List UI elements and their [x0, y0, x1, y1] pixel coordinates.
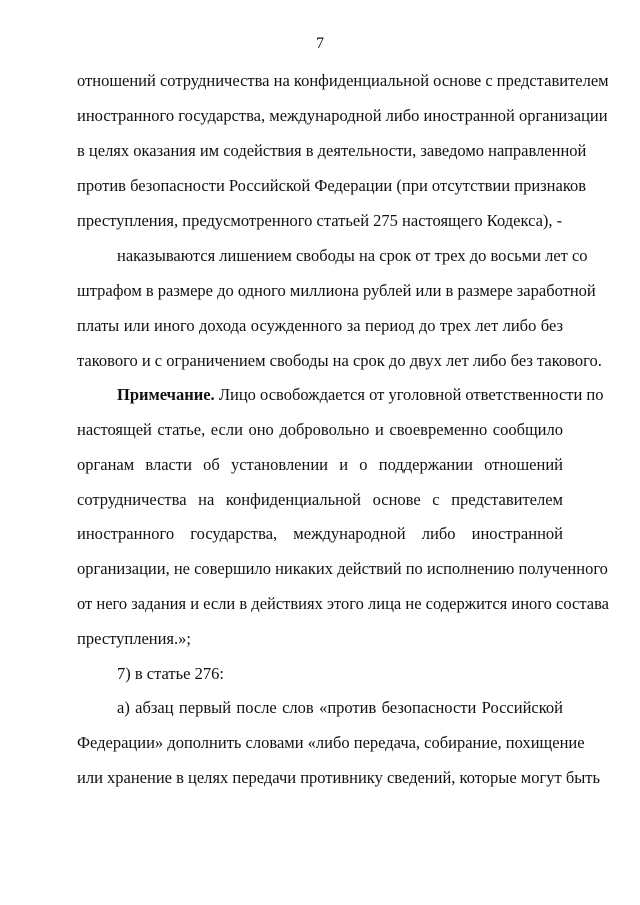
text-line: иностранного государства, международной либо иностранной организации: [77, 106, 608, 125]
note-text: Лицо освобождается от уголовной ответственности по: [218, 385, 604, 404]
text-line: организации, не совершило никаких действий по исполнению полученного: [77, 559, 608, 578]
text-line: наказываются лишением свободы на срок от трех до восьми лет со: [117, 246, 588, 265]
text-line: сотрудничества на конфиденциальной основе с представителем: [77, 490, 563, 509]
note-first-line: [117, 384, 604, 406]
text-line: от него задания и если в действиях этого лица не содержится иного состава: [77, 594, 609, 613]
text-line: 7) в статье 276:: [117, 664, 224, 683]
text-line: в целях оказания им содействия в деятельности, заведомо направленной: [77, 141, 587, 160]
text-line: штрафом в размере до одного миллиона рублей или в размере заработной: [77, 281, 596, 300]
note-label: Примечание.: [117, 385, 215, 404]
text-line: а) абзац первый после слов «против безопасности Российской: [117, 698, 563, 717]
text-line: Федерации» дополнить словами «либо передача, собирание, похищение: [77, 733, 585, 752]
text-line: такового и с ограничением свободы на срок до двух лет либо без такового.: [77, 351, 602, 370]
text-line: против безопасности Российской Федерации (при отсутствии признаков: [77, 176, 587, 195]
text-line: или хранение в целях передачи противнику сведений, которые могут быть: [77, 768, 601, 787]
page-number: 7: [316, 35, 324, 52]
text-line: отношений сотрудничества на конфиденциальной основе с представителем: [77, 71, 609, 90]
text-line: органам власти об установлении и о поддержании отношений: [77, 455, 563, 474]
text-line: преступления, предусмотренного статьей 275 настоящего Кодекса), -: [77, 211, 563, 230]
text-line: иностранного государства, международной либо иностранной: [77, 524, 563, 543]
text-line: настоящей статье, если оно добровольно и своевременно сообщило: [77, 420, 563, 439]
text-line: преступления.»;: [77, 629, 191, 648]
text-line: платы или иного дохода осужденного за период до трех лет либо без: [77, 316, 563, 335]
